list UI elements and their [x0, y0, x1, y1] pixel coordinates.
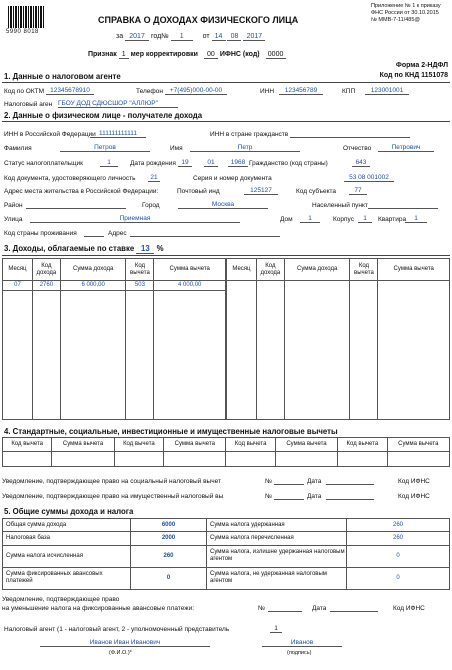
correction-field[interactable]: 00 [204, 51, 218, 59]
header-sum: Сумма вычета [275, 438, 337, 452]
agent-type-label: Налоговый агент (1 - налоговый агент, 2 - уполномоченный представитель [4, 626, 230, 633]
fixed-advance-label: Сумма фиксированных авансовых платежей [3, 567, 131, 589]
agent-type-field[interactable]: 1 [270, 625, 282, 633]
knd-code: Код по КНД 1151078 [379, 72, 448, 79]
tax-withheld-value[interactable]: 260 [347, 519, 450, 532]
notice-advance-date: Дата [312, 605, 327, 612]
notice-social-ifns: Код ИФНС [398, 478, 430, 485]
header-deduction-code: Код вычета [126, 259, 154, 281]
notice-social-no-field[interactable] [274, 477, 304, 485]
birth-day-field[interactable]: 19 [178, 159, 192, 167]
notice-advance-line2: на уменьшение налога на фиксированные авансовые платежи: [2, 605, 195, 612]
notice-social-label: Уведомление, подтверждающее право на социальный налоговый вычет [2, 478, 221, 485]
section5-title: 5. Общие суммы дохода и налога [4, 507, 134, 516]
house-label: Дом [280, 216, 293, 223]
surname-label: Фамилия [4, 145, 32, 152]
tax-base-label: Налоговая база [3, 532, 131, 545]
page-title: СПРАВКА О ДОХОДАХ ФИЗИЧЕСКОГО ЛИЦА [98, 15, 299, 25]
inn-rf-field[interactable]: 111111111111 [90, 130, 146, 138]
phone-label: Телефон [136, 88, 163, 95]
totals-table [2, 518, 450, 590]
postal-field[interactable]: 125127 [244, 187, 278, 195]
building-label: Корпус [333, 216, 354, 223]
notice-property-label: Уведомление, подтверждающее право на имущественный налоговый вы [2, 493, 224, 500]
tax-withheld-label: Сумма налога удержанная [207, 519, 347, 532]
kpp-label: КПП [342, 88, 356, 95]
rate-field[interactable]: 13 [136, 244, 154, 254]
ifns-label: ИФНС (код) [219, 51, 260, 58]
table-row-empty [3, 452, 450, 467]
country-field[interactable] [84, 229, 104, 237]
status-label: Статус налогоплательщик [4, 160, 83, 167]
signature-caption: (подпись) [287, 650, 312, 656]
cell-month[interactable]: 07 [3, 281, 33, 291]
flat-field[interactable]: 1 [405, 215, 427, 223]
totals-row [3, 567, 450, 589]
tax-excess-value[interactable]: 0 [347, 545, 450, 567]
settlement-label: Населенный пункт [312, 202, 368, 209]
street-field[interactable]: Приемная [30, 215, 240, 223]
notice-advance-line1: Уведомление, подтверждающее право [2, 596, 120, 603]
notice-advance-ifns: Код ИФНС [393, 605, 425, 612]
header-sum: Сумма вычета [52, 438, 114, 452]
total-income-value[interactable]: 6000 [131, 519, 207, 532]
notice-advance-no: № [258, 605, 265, 612]
number-field[interactable]: 1 [171, 33, 193, 41]
inn-foreign-field[interactable] [290, 130, 410, 138]
table-row-empty [227, 281, 450, 420]
birth-month-field[interactable]: 01 [204, 159, 218, 167]
fio-caption: (Ф.И.О.)* [109, 650, 132, 656]
inn-foreign-label: ИНН в стране гражданств [210, 131, 289, 138]
street-label: Улица [4, 216, 23, 223]
citizenship-label: Гражданство (код страны) [249, 160, 328, 167]
signature-field[interactable]: Иванов [262, 639, 342, 647]
header-income-code: Код дохода [32, 259, 60, 281]
kpp-field[interactable]: 123001001 [365, 87, 409, 95]
tax-calculated-value[interactable]: 260 [131, 545, 207, 567]
notice-property-no: № [265, 493, 272, 500]
region-label: Код субъекта [296, 188, 337, 195]
header-income-sum: Сумма дохода [60, 259, 126, 281]
fixed-advance-value[interactable]: 0 [131, 567, 207, 589]
pct-sign: % [156, 244, 164, 253]
month-field[interactable]: 08 [227, 33, 241, 41]
header-income-sum: Сумма дохода [284, 259, 350, 281]
header-code: Код вычета [114, 438, 163, 452]
surname-field[interactable]: Петров [60, 144, 150, 152]
income-table-left [2, 258, 226, 420]
section1-title: 1. Данные о налоговом агенте [4, 72, 121, 81]
cell-income-sum[interactable]: 6 000,00 [60, 281, 126, 291]
notice-advance-date-field[interactable] [330, 604, 378, 612]
header-code: Код вычета [338, 438, 387, 452]
notice-social-date: Дата [307, 478, 322, 485]
appendix-line-1: Приложение № 1 к приказу [371, 3, 441, 9]
country-address-field[interactable] [130, 229, 280, 237]
inn-field[interactable]: 123456789 [279, 87, 323, 95]
divider [2, 82, 450, 83]
priznak-field[interactable]: 1 [119, 51, 129, 59]
za-label: за [116, 33, 124, 40]
totals-row [3, 545, 450, 567]
doc-label: Код документа, удостоверяющего личность [4, 175, 136, 182]
header-deduction-code: Код вычета [350, 259, 378, 281]
tax-base-value[interactable]: 2000 [131, 532, 207, 545]
tax-transferred-value[interactable]: 260 [347, 532, 450, 545]
region-field[interactable]: 77 [349, 187, 367, 195]
status-field[interactable]: 1 [100, 159, 118, 167]
building-field[interactable]: 1 [358, 215, 372, 223]
form-name: Форма 2-НДФЛ [395, 62, 448, 69]
sign-row [88, 51, 286, 59]
agent-field[interactable]: ГБОУ ДОД СДЮСШОР "АЛЛЮР" [58, 100, 178, 108]
patronymic-field[interactable]: Петрович [378, 144, 434, 152]
appendix-line-3: № ММВ-7-11/485@ [371, 17, 420, 23]
inn-label: ИНН [260, 88, 275, 95]
income-table-right [226, 258, 450, 420]
notice-social-date-field[interactable] [326, 477, 374, 485]
barcode-number: 5990 8018 [6, 29, 39, 35]
deductions-table [2, 437, 450, 467]
birth-label: Дата рождения [130, 160, 176, 167]
cell-income-code[interactable]: 2760 [32, 281, 60, 291]
tax-not-withheld-label: Сумма налога, не удержанная налоговым агентом [207, 567, 347, 589]
series-label: Серия и номер документа [193, 175, 272, 182]
cell-deduction-code[interactable]: 503 [126, 281, 154, 291]
priznak-label: Признак [88, 51, 117, 58]
tax-excess-label: Сумма налога, излишне удержанная налоговым агентом [207, 545, 347, 567]
notice-property-no-field[interactable] [274, 492, 304, 500]
fio-field[interactable]: Иванов Иван Иванович [40, 639, 210, 647]
notice-advance-no-field[interactable] [268, 604, 302, 612]
table-row-empty [3, 291, 226, 420]
year2-field[interactable]: 2017 [243, 33, 265, 41]
city-field[interactable]: Москва [178, 201, 268, 209]
agent-label: Налоговый аген [4, 101, 53, 108]
header-code: Код вычета [3, 438, 52, 452]
divider [2, 121, 450, 122]
ifns-field[interactable]: 0000 [266, 51, 286, 59]
district-field[interactable] [26, 201, 126, 209]
header-sum: Сумма вычета [164, 438, 226, 452]
divider [2, 255, 450, 256]
country-address-label: Адрес [108, 230, 127, 237]
birth-year-field[interactable]: 1968 [228, 159, 248, 167]
name-field[interactable]: Петр [190, 144, 300, 152]
appendix-line-2: ФНС России от 30.10.2015 [371, 10, 439, 16]
phone-field[interactable]: +7(495)000-00-00 [165, 87, 227, 95]
year-field[interactable]: 2017 [125, 33, 149, 41]
section3-title-text: 3. Доходы, облагаемые по ставке [4, 244, 135, 253]
header-month: Месяц [3, 259, 33, 281]
notice-property-date-field[interactable] [326, 492, 374, 500]
day-field[interactable]: 14 [212, 33, 226, 41]
country-label: Код страны проживания [4, 230, 77, 237]
header-income-code: Код дохода [256, 259, 284, 281]
notice-property-date: Дата [307, 493, 322, 500]
postal-label: Почтовый инд [177, 188, 220, 195]
series-field[interactable]: 53 08 001002 [344, 174, 394, 182]
flat-label: Квартира [378, 216, 407, 223]
tax-not-withheld-value[interactable]: 0 [347, 567, 450, 589]
header-deduction-sum: Сумма вычета [154, 259, 226, 281]
oktmo-field[interactable]: 12345678910 [46, 87, 94, 95]
address-label: Адрес места жительства в Российской Федерации: [4, 188, 159, 195]
name-label: Имя [170, 145, 183, 152]
tax-transferred-label: Сумма налога перечисленная [207, 532, 347, 545]
totals-row [3, 519, 450, 532]
totals-row [3, 532, 450, 545]
inn-rf-label: ИНН в Российской Федерации [4, 131, 96, 138]
citizenship-field[interactable]: 643 [352, 159, 370, 167]
section3-title [4, 244, 164, 254]
oktmo-label: Код по ОКТМ [4, 88, 45, 95]
total-income-label: Общая сумма дохода [3, 519, 131, 532]
doc-code-field[interactable]: 21 [148, 174, 160, 182]
header-code: Код вычета [226, 438, 275, 452]
notice-property-ifns: Код ИФНС [398, 493, 430, 500]
period-row [116, 33, 265, 41]
section4-title: 4. Стандартные, социальные, инвестиционные и имущественные налоговые вычеты [4, 427, 338, 436]
section2-title: 2. Данные о физическом лице - получателе дохода [4, 111, 203, 120]
table-row [3, 281, 226, 291]
city-label: Город [142, 202, 160, 209]
header-sum: Сумма вычета [387, 438, 449, 452]
cell-deduction-sum[interactable]: 4 000,00 [154, 281, 226, 291]
settlement-field[interactable] [368, 201, 438, 209]
barcode [8, 6, 44, 28]
district-label: Район [4, 202, 23, 209]
notice-social-no: № [265, 478, 272, 485]
patronymic-label: Отчество [343, 145, 372, 152]
house-field[interactable]: 1 [300, 215, 320, 223]
god-label: год№ [151, 33, 169, 40]
tax-calculated-label: Сумма налога исчисленная [3, 545, 131, 567]
header-deduction-sum: Сумма вычета [378, 259, 450, 281]
ot-label: от [202, 33, 210, 40]
header-month: Месяц [227, 259, 257, 281]
correction-label: мер корректировки [130, 51, 198, 58]
